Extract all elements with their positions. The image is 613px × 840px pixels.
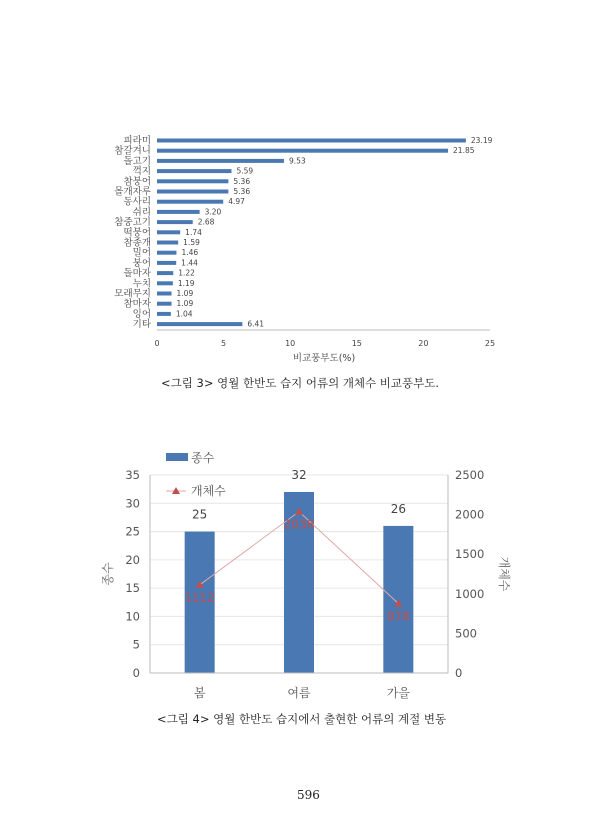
figure3-value-label: 2.68 [197,217,215,227]
figure4-line-label: 1112 [184,590,215,605]
figure4-bar [383,526,413,673]
figure4-bar-label: 26 [390,501,406,516]
figure3-value-label: 4.97 [228,197,245,207]
figure4-left-tick-label: 15 [125,581,140,596]
figure3-value-label: 9.53 [288,156,306,166]
figure4-left-tick-label: 0 [132,666,140,680]
figure3-caption: <그림 3> 영월 한반도 습지 어류의 개체수 비교풍부도. [161,376,440,390]
figure3-category-label: 모래무지 [114,288,151,300]
figure3-category-label: 참갈겨니 [114,145,151,157]
figure3-category-label: 몰개자루 [114,186,151,198]
legend-bar-label: 종수 [191,451,215,465]
figure3-x-tick-label: 5 [221,339,227,348]
figure3-x-tick-label: 10 [285,339,296,348]
figure3-category-label: 참붕어 [123,176,151,188]
figure3-value-label: 23.19 [470,136,493,145]
figure3-value-label: 5.36 [233,187,251,196]
figure3-value-label: 1.74 [185,227,202,237]
figure3-category-label: 쉬리 [132,206,151,218]
figure4-right-tick-label: 0 [455,666,463,680]
figure4-left-tick-label: 30 [125,496,140,511]
figure3-value-label: 1.46 [181,248,199,258]
figure3-value-label: 3.20 [204,207,222,217]
figure3-category-label: 참중고기 [114,217,151,229]
figure4-caption: <그림 4> 영월 한반도 습지에서 출현한 어류의 계절 변동 [157,712,447,726]
figure4-left-axis-ticks [125,468,140,680]
figure3-category-label: 잉어 [132,308,151,320]
legend-line-label: 개체수 [191,484,226,498]
figure3-value-label: 1.59 [183,238,200,247]
figure4-line-label: 2038 [283,517,315,532]
figure4-right-tick-label: 500 [455,626,477,641]
figure3-value-label: 1.04 [175,309,193,319]
figure4-left-tick-label: 20 [125,552,140,567]
figure3-category-label: 누치 [132,278,151,290]
figure3-category-label: 떡붕어 [123,227,151,239]
legend-bar-swatch [166,453,188,461]
figure3-x-tick-label: 0 [154,339,160,348]
figure3-category-label: 참종개 [123,237,151,249]
figure3-category-label: 돌고기 [123,155,151,167]
figure4-left-axis-title: 종수 [101,562,115,586]
figure4-left-tick-label: 5 [132,637,140,652]
figure4-bar-label: 32 [291,467,307,482]
figure3-category-label: 꺽지 [132,166,151,178]
figure4-category-label: 봄 [193,686,206,700]
figure3-category-label: 돌마자 [123,268,151,280]
figure4-right-tick-label: 1500 [455,547,485,562]
figure3-value-label: 1.19 [177,278,195,288]
figure3-category-label: 기타 [132,319,151,331]
figure4-left-tick-label: 10 [125,609,140,624]
figure4-right-axis-ticks [455,468,484,680]
figure3-category-label: 참마자 [123,298,151,310]
figure3-x-tick-label: 20 [418,339,429,348]
figure4-left-tick-label: 25 [125,524,140,539]
figure4-category-labels [194,685,410,700]
figure3-value-label: 21.85 [453,146,475,156]
figure3-value-label: 5.36 [233,176,251,186]
figure3-value-label: 6.41 [247,319,265,329]
figure4-right-tick-label: 2000 [455,507,485,522]
figure3-x-tick-label: 25 [484,339,496,348]
figure3-x-axis-title: 비교풍부도(%) [292,353,356,364]
figure4-right-tick-label: 1000 [455,586,485,601]
figure3-value-label: 1.22 [178,268,195,278]
figure3-category-label: 피라미 [123,135,151,147]
figure4-left-tick-label: 35 [125,468,140,482]
figure3-x-tick-label: 15 [351,339,362,348]
figure3-value-label: 1.44 [181,258,198,268]
figure4-category-label: 가을 [386,686,410,700]
figure3-category-label: 밀어 [132,247,151,259]
figure4-bar-label: 25 [192,507,208,522]
figure3-category-label: 동사리 [123,196,151,208]
figure4-category-label: 여름 [287,686,311,700]
figure3-value-label: 1.09 [176,299,194,309]
figure4-right-axis-title: 개체수 [497,556,511,592]
page-number: 596 [297,788,320,802]
figure4-right-tick-label: 2500 [455,468,485,482]
figure4-line-label: 878 [386,609,410,624]
figure3-value-label: 1.09 [176,289,194,298]
figure3-category-label: 붕어 [132,257,151,269]
figure3-value-label: 5.59 [236,166,254,176]
